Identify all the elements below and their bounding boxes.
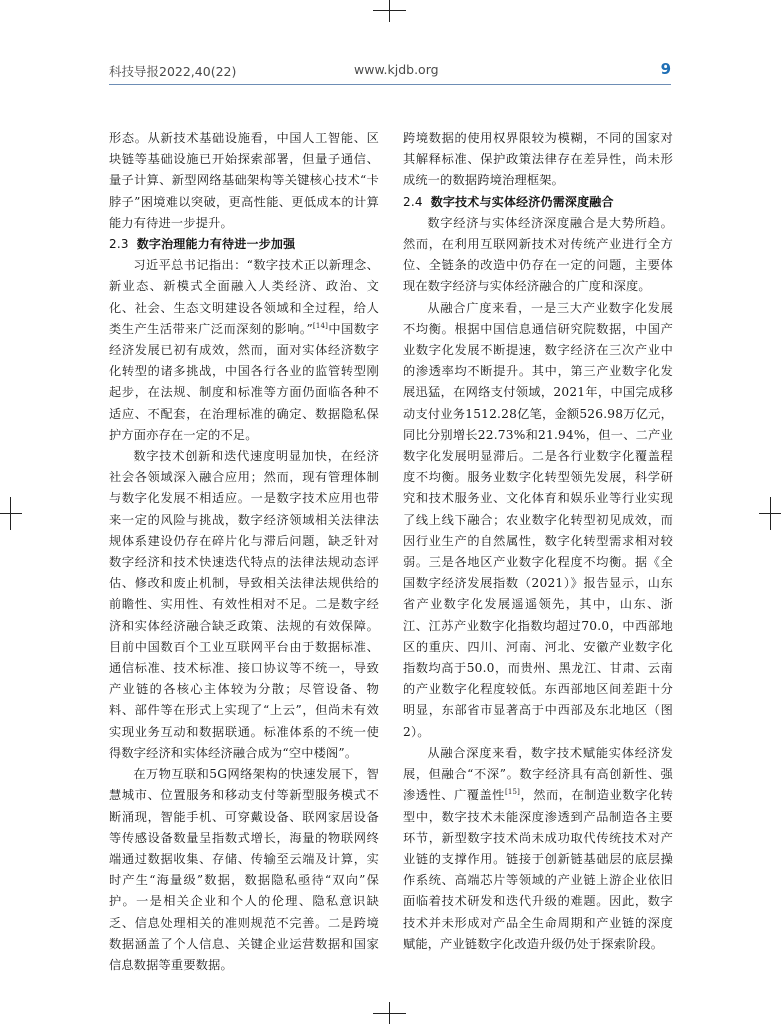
- journal-url: www.kjdb.org: [354, 62, 439, 77]
- section-heading-2-3: [109, 234, 379, 255]
- section-number: 2.3: [109, 237, 129, 252]
- paragraph-quote: [109, 255, 379, 446]
- section-heading-2-4: [403, 192, 673, 213]
- paragraph-continuation: 跨境数据的使用权界限较为模糊，不同的国家对其解释标准、保护政策法律存在差异性，尚未形成统一的数据跨境治理框架。: [403, 131, 673, 188]
- section-number: 2.4: [403, 194, 423, 209]
- citation-reference: [15]: [504, 788, 521, 797]
- paragraph-intro: 数字经济与实体经济深度融合是大势所趋。然而，在利用互联网新技术对传统产业进行全方位、全链条的改造中仍存在一定的问题，主要体现在数字经济与实体经济融合的广度和深度。: [403, 215, 673, 294]
- paragraph-text: ，然而，在制造业数字化转型中，数字技术未能深度渗透到产品制造各主要环节，新型数字技术尚未成功取代传统技术对产业链的支撑作用。链接于创新链基础层的底层操作系统、高端芯片等领域的产业链上游企业依旧面临着技术研发和迭代升级的难题。因此，数字技术并未形成对产品全生命周期和产业链的深度赋能，产业链数字化改造升级仍处于探索阶段。: [403, 788, 673, 951]
- journal-citation: 科技导报2022,40(22): [109, 64, 237, 79]
- paragraph-breadth: 从融合广度来看，一是三大产业数字化发展不均衡。根据中国信息通信研究院数据，中国产业数字化发展不断提速，数字经济在三次产业中的渗透率均不断提升。其中，第三产业数字化发展迅猛，在网络支付领域，2021年，中国完成移动支付业务1512.28亿笔，金额526.98万亿元，同比分别增长22.73%和21.94%，但一、二产业数字化发展明显滞后。二是各行业数字化覆盖程度不均衡。服务业数字化转型领先发展，科学研究和技术服务业、文化体育和娱乐业等行业实现了线上线下融合；农业数字化转型初见成效，而因行业生产的自然属性，数字化转型需求相对较弱。三是各地区产业数字化程度不均衡。据《全国数字经济发展指数（2021）》报告显示，山东省产业数字化发展遥遥领先，其中，山东、浙江、江苏产业数字化指数均超过70.0，中西部地区的重庆、四川、河南、河北、安徽产业数字化指数均高于50.0，而贵州、黑龙江、甘肃、云南的产业数字化程度较低。东西部地区间差距十分明显，东部省市显著高于中西部及东北地区（图2）。: [403, 300, 673, 739]
- paragraph-text: 从融合深度来看，数字技术赋能实体经济发展，但融合“不深”。数字经济具有高创新性、强渗透性、广覆盖性: [403, 745, 673, 803]
- paragraph-text: 习近平总书记指出：“数字技术正以新理念、新业态、新模式全面融入人类经济、政治、文化、社会、生态文明建设各领域和全过程，给人类生产生活带来广泛而深刻的影响。”: [109, 258, 379, 336]
- header-rule: [109, 84, 671, 85]
- crop-mark-top-vertical: [389, 0, 390, 22]
- paragraph-depth: [403, 743, 673, 955]
- paragraph-iot: 在万物互联和5G网络架构的快速发展下，智慧城市、位置服务和移动支付等新型服务模式不断涌现，智能手机、可穿戴设备、联网家居设备等传感设备数量呈指数式增长，海量的物联网终端通过数据收集、存储、传输至云端及计算，实时产生“海量级”数据，数据隐私亟待“双向”保护。一是相关企业和个人的伦理、隐私意识缺乏、信息处理相关的准则规范不完善。二是跨境数据涵盖了个人信息、关键企业运营数据和国家信息数据等重要数据。: [109, 767, 379, 972]
- citation-reference: [14]: [312, 321, 329, 330]
- crop-mark-right-horizontal: [759, 513, 781, 514]
- paragraph-continuation: 形态。从新技术基础设施看，中国人工智能、区块链等基础设施已开始探索部署，但量子通信、量子计算、新型网络基础架构等关键核心技术“卡脖子”困境难以突破，更高性能、更低成本的计算能力有待进一步提升。: [109, 131, 379, 230]
- section-title: 数字治理能力有待进一步加强: [136, 237, 296, 252]
- crop-mark-left-horizontal: [0, 513, 22, 514]
- crop-mark-bottom-horizontal: [373, 1013, 406, 1014]
- paragraph-digital-tech: 数字技术创新和迭代速度明显加快，在经济社会各领域深入融合应用；然而，现有管理体制与数字化发展不相适应。一是数字技术应用也带来一定的风险与挑战，数字经济领域相关法律法规体系建设仍存在碎片化与滞后问题，缺乏针对数字经济和技术快速迭代特点的法律法规动态评估、修改和废止机制，导致相关法律法规供给的前瞻性、实用性、有效性相对不足。二是数字经济和实体经济融合缺乏政策、法规的有效保障。目前中国数百个工业互联网平台由于数据标准、通信标准、技术标准、接口协议等不统一，导致产业链的各核心主体较为分散；尽管设备、物料、部件等在形式上实现了“上云”，但尚未有效实现业务互动和数据联通。标准体系的不统一使得数字经济和实体经济融合成为“空中楼阁”。: [109, 449, 379, 760]
- left-column: [109, 128, 379, 976]
- section-title: 数字技术与实体经济仍需深度融合: [430, 194, 614, 209]
- right-column: [403, 128, 673, 955]
- running-header: [109, 62, 671, 84]
- crop-mark-top-horizontal: [373, 10, 406, 11]
- page-number: 9: [660, 60, 671, 78]
- paragraph-text: 中国数字经济发展已初有成效，然而，面对实体经济数字化转型的诸多挑战，中国各行各业的监管转型刚起步，在法规、制度和标准等方面仍面临各种不适应、不配套，在治理标准的确定、数据隐私保护方面亦存在一定的不足。: [109, 321, 379, 442]
